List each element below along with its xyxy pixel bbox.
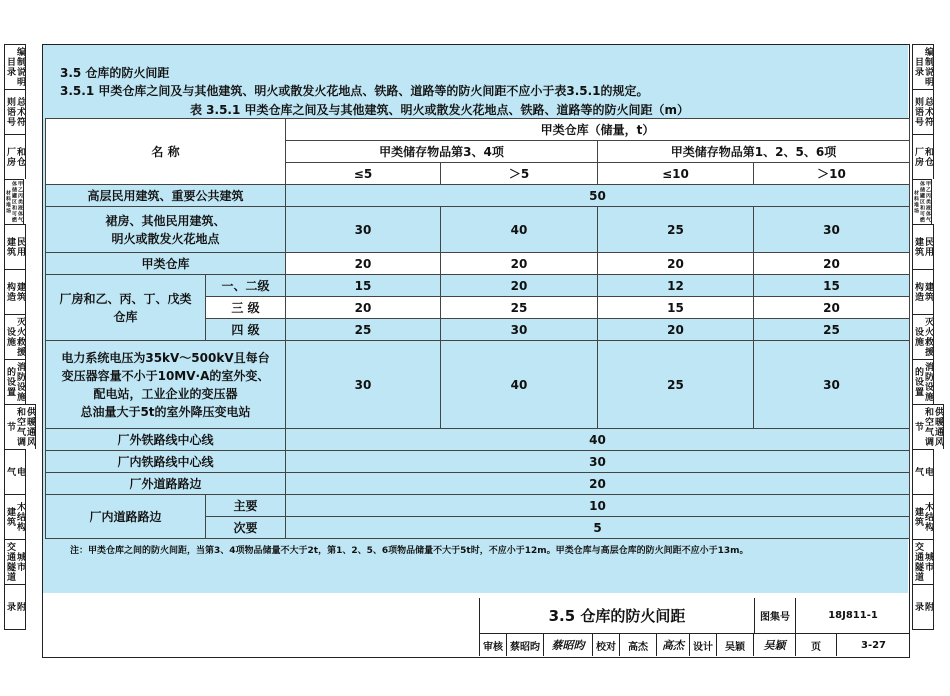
index-tab-label: 民用 建筑 — [913, 237, 933, 257]
title-block — [479, 598, 910, 656]
cell-value: 20 — [598, 253, 754, 275]
row-label: 厂外道路路边 — [46, 473, 286, 495]
cell-value: 12 — [598, 275, 754, 297]
index-tab[interactable] — [912, 359, 934, 404]
cell-value: 25 — [441, 297, 598, 319]
index-tab-label: 民用 建筑 — [5, 237, 25, 257]
index-tab[interactable] — [4, 44, 26, 89]
subheader-b: 甲类储存物品第1、2、5、6项 — [598, 141, 910, 163]
index-tab[interactable] — [912, 449, 934, 494]
cell-value: 15 — [286, 275, 441, 297]
index-tab-label: 电 气 — [913, 467, 933, 477]
index-tab-label: 编制说明 目录 — [5, 47, 25, 87]
index-tab[interactable] — [4, 539, 26, 584]
index-tab-label: 电 气 — [5, 467, 25, 477]
design-name: 吴颖 — [717, 634, 754, 656]
cell-value: 20 — [441, 253, 598, 275]
index-tab-label: 甲乙丙类液体气体储罐区和可燃材料堆场 — [913, 181, 931, 223]
cell-value: 10 — [286, 495, 910, 517]
review-name: 蔡昭昀 — [507, 634, 544, 656]
cell-value: 30 — [441, 319, 598, 341]
road-type-label: 次要 — [206, 517, 286, 539]
review-signature: 蔡昭昀 — [544, 634, 593, 656]
index-tab[interactable] — [4, 494, 26, 539]
design-label: 设计 — [690, 634, 717, 656]
cell-value: 20 — [754, 297, 910, 319]
index-tab[interactable] — [912, 584, 934, 630]
cell-value: 40 — [441, 341, 598, 429]
clause-text: 3.5.1 甲类仓库之间及与其他建筑、明火或散发火花地点、铁路、道路等的防火间距不应小于表3.5.1的规定。 — [60, 84, 649, 98]
row-label: 厂内道路路边 — [46, 495, 206, 539]
index-tab-label: 附 录 — [5, 602, 25, 612]
index-tab-label: 木结构 建筑 — [913, 502, 933, 532]
cell-value: 30 — [754, 207, 910, 253]
cell-value: 15 — [754, 275, 910, 297]
group-header: 甲类仓库（储量，t） — [286, 119, 910, 141]
review-label: 审核 — [480, 634, 507, 656]
road-type-label: 主要 — [206, 495, 286, 517]
index-tab-label: 城市 交通隧道 — [5, 542, 25, 582]
page-number: 3-27 — [860, 639, 887, 651]
grade-label: 四 级 — [206, 319, 286, 341]
index-tab[interactable] — [4, 404, 36, 449]
cell-value: 20 — [441, 275, 598, 297]
index-tab[interactable] — [912, 494, 934, 539]
index-tab-label: 灭火救援 设施 — [5, 317, 25, 357]
col-header: ≤5 — [286, 163, 441, 185]
grade-label: 一、二级 — [206, 275, 286, 297]
index-tab-label: 和仓 厂房 — [913, 147, 933, 167]
name-header: 名 称 — [46, 119, 286, 185]
row-label-text: 电力系统电压为35kV～500kV且每台 变压器容量不小于10MV·A的室外变、 配电站，工业企业的变压器 总油量大于5t的室外降压变电站 — [61, 350, 270, 419]
index-tab-label: 供暖通风 和空气调节 — [5, 407, 35, 447]
index-tab-label: 灭火救援 设施 — [913, 317, 933, 357]
index-tab-label: 建筑 构造 — [5, 282, 25, 302]
cell-value: 40 — [286, 429, 910, 451]
row-label — [46, 275, 206, 341]
cell-value: 5 — [286, 517, 910, 539]
row-label — [46, 207, 286, 253]
index-tab[interactable] — [912, 44, 934, 89]
index-tab[interactable] — [4, 314, 26, 359]
cell-value: 15 — [598, 297, 754, 319]
index-tab-label: 城市 交通隧道 — [913, 542, 933, 582]
cell-value: 30 — [286, 207, 441, 253]
cell-value: 20 — [286, 473, 910, 495]
index-tab-label: 总术符 则语号 — [913, 97, 933, 127]
index-tab[interactable] — [4, 449, 26, 494]
cell-value: 40 — [441, 207, 598, 253]
atlas-label: 图集号 — [755, 598, 796, 634]
row-label: 甲类仓库 — [46, 253, 286, 275]
row-label-text: 厂房和乙、丙、丁、戊类 仓库 — [59, 291, 192, 324]
index-tab[interactable] — [4, 89, 26, 134]
cell-value: 25 — [598, 341, 754, 429]
cell-value: 20 — [286, 253, 441, 275]
table-note: 注：甲类仓库之间的防火间距，当第3、4项物品储量不大于2t，第1、2、5、6项物品储量不大于5t时，不应小于12m。甲类仓库与高层仓库的防火间距不应小于13m。 — [70, 546, 749, 556]
index-tab-label: 消防设施 的设置 — [913, 362, 933, 402]
design-signature: 吴颖 — [754, 634, 796, 656]
cell-value: 25 — [754, 319, 910, 341]
row-label-text: 裙房、其他民用建筑、 明火或散发火花地点 — [105, 213, 226, 246]
index-tab-label: 附 录 — [913, 602, 933, 612]
index-tab-label: 和仓 厂房 — [5, 147, 25, 167]
index-tab-label: 建筑 构造 — [913, 282, 933, 302]
index-tab[interactable] — [912, 89, 934, 134]
row-label — [46, 341, 286, 429]
index-tab-label: 消防设施 的设置 — [5, 362, 25, 402]
section-heading: 3.5 仓库的防火间距 — [60, 66, 170, 80]
cell-value: 20 — [598, 319, 754, 341]
index-tab[interactable] — [912, 224, 934, 269]
index-tab[interactable] — [4, 584, 26, 630]
index-tab[interactable] — [912, 404, 944, 449]
fire-distance-table — [45, 118, 910, 539]
index-tab[interactable] — [4, 134, 26, 179]
index-tab[interactable] — [912, 269, 934, 314]
cell-value: 30 — [286, 451, 910, 473]
index-tab[interactable] — [912, 134, 934, 179]
check-label: 校对 — [593, 634, 620, 656]
row-label: 厂外铁路线中心线 — [46, 429, 286, 451]
check-name: 高杰 — [620, 634, 657, 656]
index-tab[interactable] — [912, 179, 932, 224]
col-header: ≤10 — [598, 163, 754, 185]
check-signature: 高杰 — [657, 634, 690, 656]
index-tab-label: 编制说明 目录 — [913, 47, 933, 87]
right-index-strip — [912, 44, 946, 630]
index-tab[interactable] — [4, 179, 24, 224]
index-tab[interactable] — [912, 314, 934, 359]
index-tab[interactable] — [912, 539, 934, 584]
cell-value: 30 — [754, 341, 910, 429]
col-header: ＞5 — [441, 163, 598, 185]
grade-label: 三 级 — [206, 297, 286, 319]
index-tab-label: 甲乙丙类液体气体储罐区和可燃材料堆场 — [5, 181, 23, 223]
index-tab-label: 总术符 则语号 — [5, 97, 25, 127]
signature-row — [480, 634, 910, 656]
cell-value: 20 — [286, 297, 441, 319]
drawing-title: 3.5 仓库的防火间距 — [480, 598, 755, 634]
index-tab-label: 木结构 建筑 — [5, 502, 25, 532]
index-tab[interactable] — [4, 359, 26, 404]
row-label: 厂内铁路线中心线 — [46, 451, 286, 473]
index-tab[interactable] — [4, 224, 26, 269]
col-header: ＞10 — [754, 163, 910, 185]
cell-value: 20 — [754, 253, 910, 275]
page-label: 页 — [796, 634, 837, 656]
subheader-a: 甲类储存物品第3、4项 — [286, 141, 598, 163]
cell-value: 25 — [286, 319, 441, 341]
row-label: 高层民用建筑、重要公共建筑 — [46, 185, 286, 207]
table-caption: 表 3.5.1 甲类仓库之间及与其他建筑、明火或散发火花地点、铁路、道路等的防火间距（m） — [190, 103, 690, 117]
atlas-number: 18J811-1 — [796, 598, 910, 634]
index-tab-label: 供暖通风 和空气调节 — [913, 407, 943, 447]
left-index-strip — [4, 44, 38, 630]
cell-value: 30 — [286, 341, 441, 429]
index-tab[interactable] — [4, 269, 26, 314]
cell-value: 25 — [598, 207, 754, 253]
cell-value: 50 — [286, 185, 910, 207]
